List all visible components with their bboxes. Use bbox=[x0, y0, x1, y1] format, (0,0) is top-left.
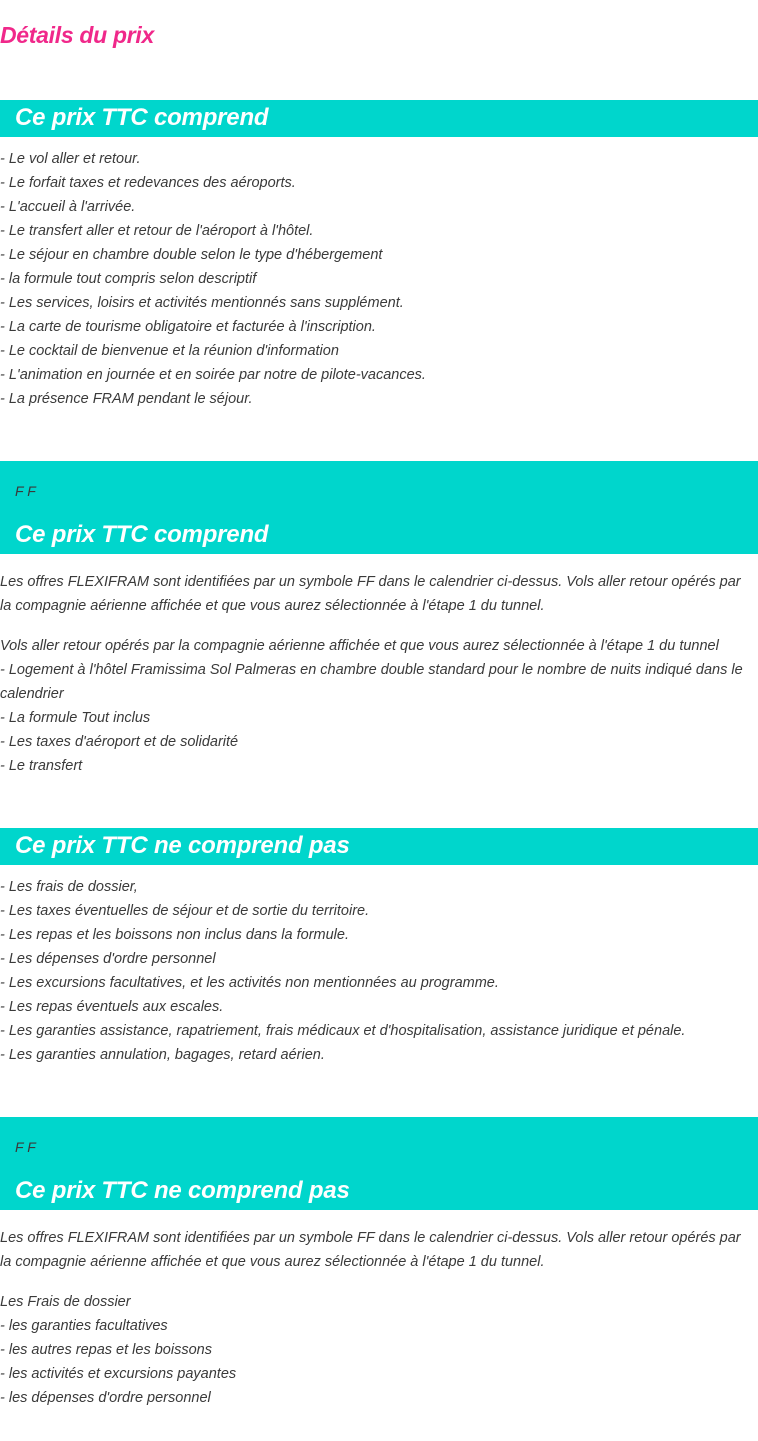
list-item: - Le séjour en chambre double selon le type d'hébergement bbox=[0, 247, 383, 263]
list-item: - Les taxes éventuelles de séjour et de sortie du territoire. bbox=[0, 903, 370, 919]
list-item: Les Frais de dossier bbox=[0, 1294, 131, 1310]
list-item: - Les garanties annulation, bagages, retard aérien. bbox=[0, 1047, 325, 1063]
list-item: - La formule Tout inclus bbox=[0, 710, 151, 726]
section-header-excludes bbox=[0, 828, 758, 865]
section-title: Ce prix TTC ne comprend pas bbox=[15, 832, 350, 859]
list-item: - les dépenses d'ordre personnel bbox=[0, 1390, 211, 1406]
page-title: Détails du prix bbox=[0, 22, 154, 48]
list-item: - La présence FRAM pendant le séjour. bbox=[0, 391, 253, 407]
list-item: - Le transfert bbox=[0, 758, 83, 774]
section-title: Ce prix TTC ne comprend pas bbox=[15, 1177, 350, 1204]
list-item: - Les repas et les boissons non inclus dans la formule. bbox=[0, 927, 349, 943]
list-item: - Les excursions facultatives, et les activités non mentionnées au programme. bbox=[0, 975, 499, 991]
list-item: - les garanties facultatives bbox=[0, 1318, 168, 1334]
excludes-list bbox=[0, 875, 745, 1067]
list-item: - les activités et excursions payantes bbox=[0, 1366, 237, 1382]
flexifram-intro: Les offres FLEXIFRAM sont identifiées par un symbole FF dans le calendrier ci-dessus. Vols aller retour opérés par la compagnie aérienne affichée et que vous aurez sélectionnée à l'étape 1 du tunnel. bbox=[0, 1230, 741, 1270]
flexifram-excludes-list bbox=[0, 1290, 745, 1410]
section-header-includes bbox=[0, 100, 758, 137]
flexifram-tag: F F bbox=[15, 1139, 36, 1155]
list-item: - L'accueil à l'arrivée. bbox=[0, 199, 136, 215]
list-item: - Les garanties assistance, rapatriement, frais médicaux et d'hospitalisation, assistance juridique et pénale. bbox=[0, 1023, 686, 1039]
list-item: - la formule tout compris selon descriptif bbox=[0, 271, 257, 287]
list-item: - Le forfait taxes et redevances des aéroports. bbox=[0, 175, 296, 191]
section-title: Ce prix TTC comprend bbox=[15, 521, 269, 548]
flexifram-tag: F F bbox=[15, 483, 36, 499]
list-item: - Les dépenses d'ordre personnel bbox=[0, 951, 216, 967]
list-item: - Le cocktail de bienvenue et la réunion d'information bbox=[0, 343, 339, 359]
includes-list bbox=[0, 147, 745, 411]
list-item: - Logement à l'hôtel Framissima Sol Palmeras en chambre double standard pour le nombre de nuits indiqué dans le calendrier bbox=[0, 662, 743, 702]
list-item: - La carte de tourisme obligatoire et facturée à l'inscription. bbox=[0, 319, 376, 335]
list-item: - Le transfert aller et retour de l'aéroport à l'hôtel. bbox=[0, 223, 314, 239]
section-title: Ce prix TTC comprend bbox=[15, 104, 269, 131]
list-item: - Les repas éventuels aux escales. bbox=[0, 999, 224, 1015]
list-item: - L'animation en journée et en soirée par notre de pilote-vacances. bbox=[0, 367, 426, 383]
flexifram-includes-list bbox=[0, 634, 745, 778]
flexifram-intro: Les offres FLEXIFRAM sont identifiées par un symbole FF dans le calendrier ci-dessus. Vols aller retour opérés par la compagnie aérienne affichée et que vous aurez sélectionnée à l'étape 1 du tunnel. bbox=[0, 574, 741, 614]
list-item: - les autres repas et les boissons bbox=[0, 1342, 212, 1358]
list-item: - Les services, loisirs et activités mentionnés sans supplément. bbox=[0, 295, 404, 311]
section-header-flexifram-includes bbox=[0, 461, 758, 554]
list-item: - Les taxes d'aéroport et de solidarité bbox=[0, 734, 239, 750]
list-item: Vols aller retour opérés par la compagnie aérienne affichée et que vous aurez sélectionnée à l'étape 1 du tunnel bbox=[0, 638, 719, 654]
list-item: - Les frais de dossier, bbox=[0, 879, 138, 895]
section-header-flexifram-excludes bbox=[0, 1117, 758, 1210]
list-item: - Le vol aller et retour. bbox=[0, 151, 141, 167]
